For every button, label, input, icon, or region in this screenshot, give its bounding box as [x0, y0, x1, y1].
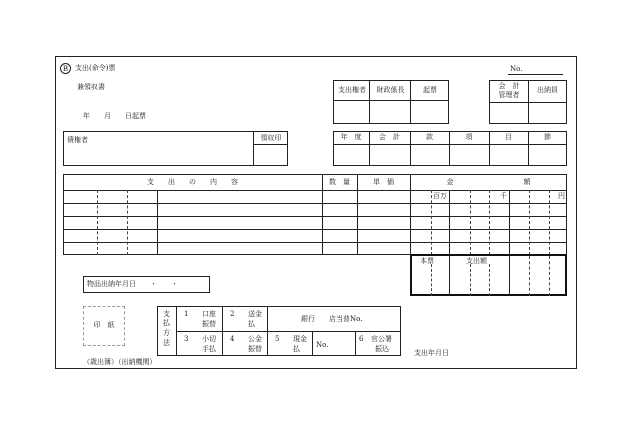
unit-thousands-label: 千 — [500, 192, 507, 200]
approval-label-accounting: 会 計 — [498, 82, 520, 90]
detail-row-divider — [63, 216, 567, 217]
budget-header-detail: 節 — [544, 133, 551, 141]
detail-row-divider — [63, 242, 567, 243]
approval-divider — [333, 100, 449, 101]
payment-col-divider — [312, 331, 313, 356]
total-digit-divider — [489, 264, 490, 296]
total-digit-divider — [549, 256, 550, 296]
document-number-label: No. — [510, 65, 523, 73]
detail-dashed-divider — [127, 190, 128, 255]
approval-label-authority: 支出権者 — [338, 86, 366, 94]
total-digit-divider — [509, 256, 510, 296]
option-6-number: 6 — [359, 335, 364, 343]
option-3-line2: 手払 — [202, 345, 216, 353]
detail-row-divider — [63, 203, 567, 204]
unit-yen-label: 円 — [558, 192, 565, 200]
unit-price-header: 単 価 — [373, 178, 394, 186]
amount-header: 金 額 — [446, 178, 531, 186]
creditor-label: 債権者 — [67, 136, 88, 144]
document-number-line — [508, 74, 563, 75]
budget-header-year: 年 度 — [340, 133, 362, 141]
payment-amount-label: 支出額 — [466, 257, 487, 265]
payment-method-label-3: 方 — [163, 329, 170, 337]
payment-method-label-2: 払 — [163, 319, 170, 327]
payment-date-label: 支出年月日 — [414, 349, 449, 357]
detail-col-divider — [357, 174, 358, 255]
budget-header-item: 項 — [465, 133, 473, 141]
form-title: 支出(命令)票 — [75, 64, 116, 72]
detail-row-divider — [63, 229, 567, 230]
category-mark: B — [60, 63, 71, 74]
option-5-line1: 現金 — [293, 335, 307, 343]
option-4-line1: 公金 — [248, 335, 262, 343]
form-subtitle: 兼領収書 — [77, 83, 105, 91]
issue-date-label: 年 月 日起票 — [83, 112, 146, 120]
option-1-line2: 振替 — [202, 320, 216, 328]
total-digit-divider — [529, 256, 530, 296]
total-digit-divider — [431, 264, 432, 296]
option-4-number: 4 — [230, 335, 235, 343]
amount-digit-divider — [529, 190, 530, 255]
goods-date-label: 物品出納年月日 ・ ・ — [87, 280, 178, 288]
detail-header-divider — [63, 190, 567, 191]
approval-label-finance-chief: 財政係長 — [376, 86, 405, 94]
payment-col-divider — [355, 331, 356, 356]
option-2-number: 2 — [230, 310, 235, 318]
option-6-line1: 官公署 — [371, 335, 392, 343]
receipt-seal-label: 領収印 — [260, 134, 282, 142]
detail-col-divider — [157, 190, 158, 255]
budget-header-account: 会 計 — [379, 133, 400, 141]
bank-account-label: 銀行 店当普No. — [301, 315, 363, 323]
payment-row-divider — [176, 331, 401, 332]
approval-label-drafter: 起票 — [423, 86, 437, 94]
unit-millions-label: 百万 — [433, 192, 447, 200]
option-6-line2: 振込 — [375, 345, 389, 353]
amount-digit-divider — [470, 190, 471, 255]
detail-col-divider — [322, 174, 323, 255]
approval-divider-right — [489, 102, 567, 103]
option-3-line1: 小切 — [202, 335, 216, 343]
detail-dashed-divider — [97, 190, 98, 255]
amount-digit-divider — [489, 190, 490, 255]
budget-header-subitem: 目 — [505, 133, 512, 141]
payment-method-label-1: 支 — [163, 310, 170, 318]
quantity-header: 数 量 — [329, 178, 350, 186]
creditor-seal-underline — [253, 144, 288, 145]
total-digit-divider — [470, 264, 471, 296]
payment-method-label-4: 法 — [163, 339, 170, 347]
amount-digit-divider — [549, 190, 550, 255]
amount-digit-divider — [431, 190, 432, 255]
ledger-label: （歳出簿）（出納機関） — [83, 358, 157, 366]
this-voucher-label: 本票 — [420, 257, 434, 265]
revenue-stamp-label: 印 紙 — [93, 321, 115, 329]
cash-no-label: No. — [316, 341, 329, 349]
option-1-number: 1 — [184, 310, 189, 318]
option-3-number: 3 — [184, 335, 189, 343]
total-digit-divider — [449, 256, 450, 296]
detail-col-divider — [410, 174, 411, 255]
option-2-line2: 払 — [248, 320, 255, 328]
option-5-line2: 払 — [293, 345, 300, 353]
approval-label-manager: 管理者 — [498, 91, 520, 99]
option-1-line1: 口座 — [202, 310, 216, 318]
amount-digit-divider — [449, 190, 450, 255]
amount-digit-divider — [509, 190, 510, 255]
approval-label-cashier: 出納員 — [537, 86, 558, 94]
option-5-number: 5 — [275, 335, 280, 343]
description-header: 支 出 の 内 容 — [147, 178, 238, 186]
option-2-line1: 送金 — [248, 310, 262, 318]
budget-header-section: 款 — [426, 133, 433, 141]
option-4-line2: 振替 — [248, 345, 262, 353]
